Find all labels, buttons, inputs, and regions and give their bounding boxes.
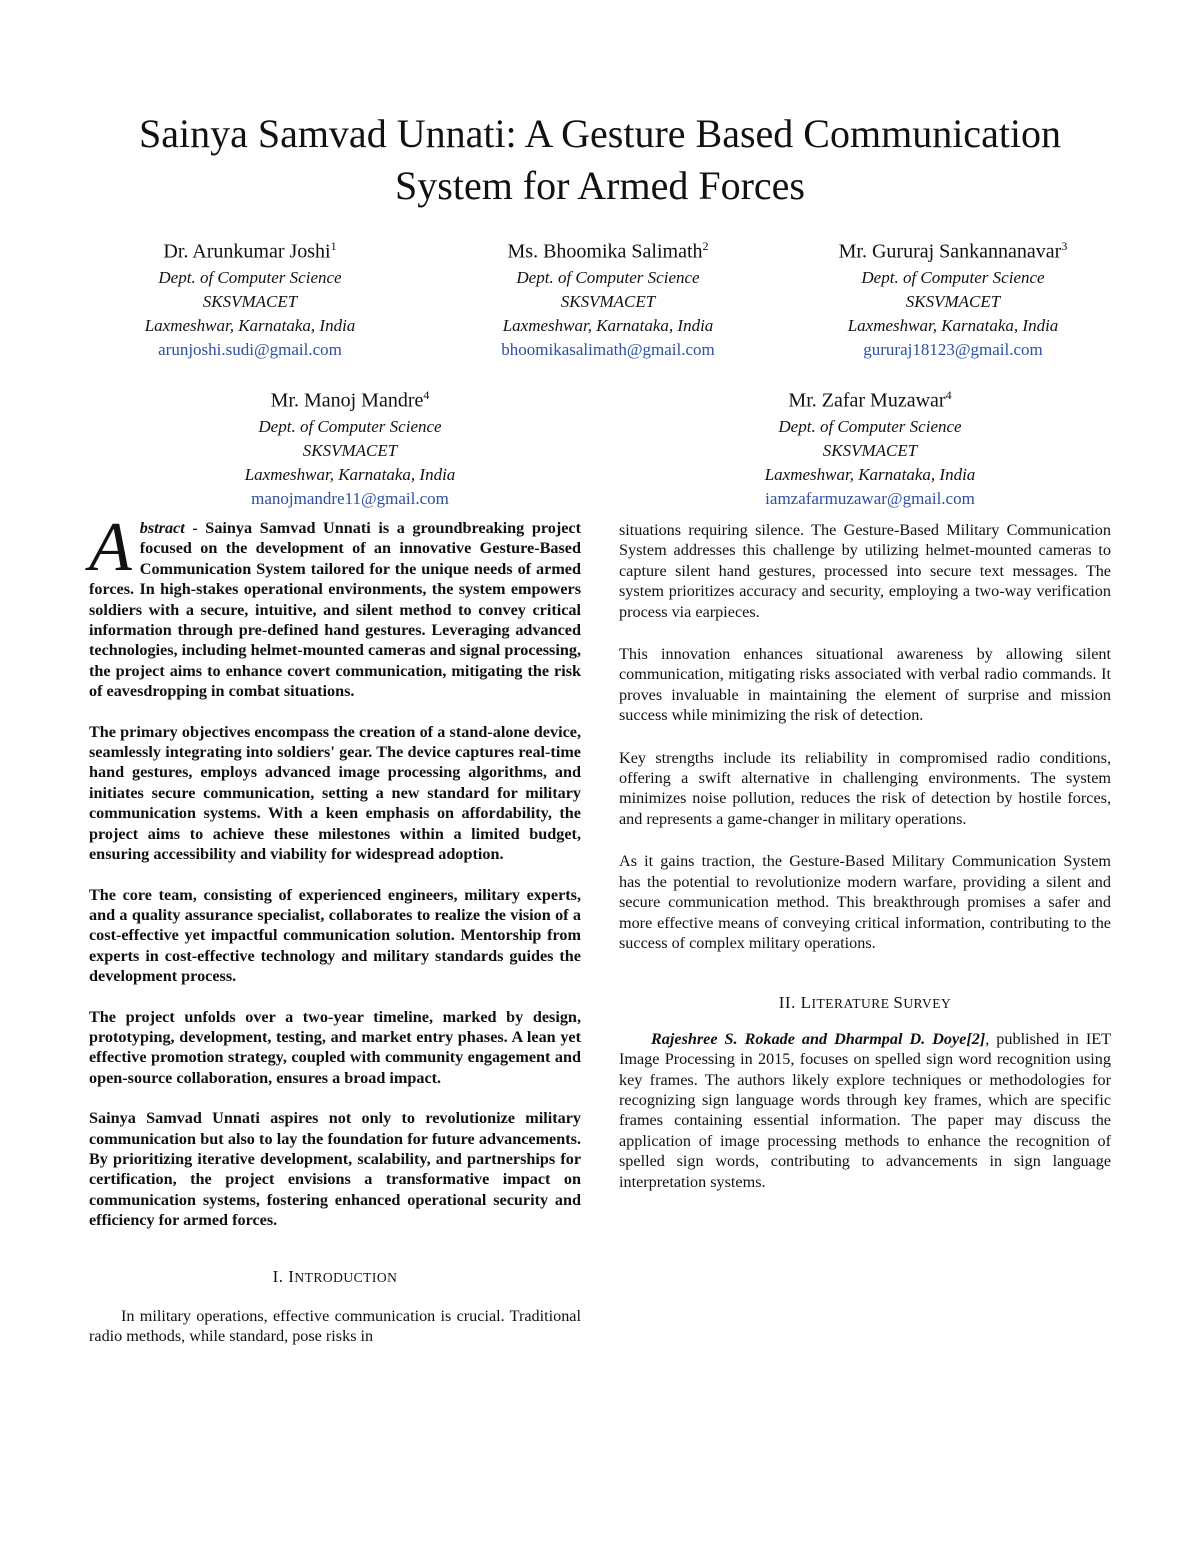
section-heading-literature-survey: II. LITERATURE SURVEY [778, 993, 952, 1013]
intro-paragraph-2: situations requiring silence. The Gesture-Based Military Communication System addresses this challenge by utilizing helmet-mounted cameras to capture silent hand gestures, processed into secure text messages. The system prioritizes accuracy and security, employing a two-way verification process via earpieces. [619, 521, 1111, 621]
author-email[interactable]: bhoomikasalimath@gmail.com [501, 339, 715, 359]
title-line-1: Sainya Samvad Unnati: A Gesture Based Communication [138, 111, 1062, 156]
intro-paragraph-5: As it gains traction, the Gesture-Based Military Communication System has the potential to revolutionize modern warfare, providing a silent and secure communication method. This breakthrough promises a safer and more effective means of conveying critical information, contributing to the success of complex military operations. [619, 852, 1111, 952]
author-dept: Dept. of Computer Science [861, 267, 1045, 287]
paper-title [60, 108, 1140, 212]
abstract-text: - Sainya Samvad Unnati is a groundbreaking project focused on the development of an innovative Gesture-Based Communication System tailored for the unique needs of armed forces. In high-stakes operational environments, the system empowers soldiers with a secure, intuitive, and silent method to convey critical information through pre-defined hand gestures. Leveraging advanced technologies, including helmet-mounted cameras and signal processing, the project aims to enhance covert communication, mitigating the risk of eavesdropping in combat situations. [89, 519, 581, 701]
literature-text: , published in IET Image Processing in 2015, focuses on spelled sign word recognition using key frames. The authors likely explore techniques or methodologies for recognizing sign language words through key frames, which are specific frames containing essential information. The paper may discuss the application of image processing methods to enhance the recognition of spelled sign words, contributing to advancements in sign language interpretation systems. [619, 1029, 1111, 1191]
intro-paragraph-4: Key strengths include its reliability in compromised radio conditions, offering a swift alternative in challenging environments. The system minimizes noise pollution, reduces the risk of detection by hostile forces, and represents a game-changer in military operations. [619, 748, 1111, 828]
author-institution: SKSVMACET [560, 291, 656, 311]
author-name: Mr. Zafar Muzawar [788, 389, 946, 412]
author-dept: Dept. of Computer Science [158, 267, 342, 287]
author-affil-number: 3 [1061, 239, 1068, 253]
author-block-3 [783, 234, 1123, 362]
author-location: Laxmeshwar, Karnataka, India [502, 315, 714, 335]
author-dept: Dept. of Computer Science [258, 416, 442, 436]
author-email[interactable]: arunjoshi.sudi@gmail.com [158, 339, 342, 359]
author-institution: SKSVMACET [202, 291, 298, 311]
abstract-dropcap: A [89, 509, 132, 586]
author-name: Mr. Gururaj Sankannanavar [838, 240, 1062, 263]
author-name: Mr. Manoj Mandre [270, 389, 424, 412]
left-column [89, 509, 581, 1347]
author-email[interactable]: gururaj18123@gmail.com [863, 339, 1043, 359]
abstract-paragraph-1 [89, 509, 581, 702]
intro-paragraph-3: This innovation enhances situational awareness by allowing silent communication, mitigating risks associated with verbal radio commands. It proves invaluable in maintaining the element of surprise and mission success while minimizing the risk of detection. [619, 645, 1111, 725]
author-affil-number: 2 [702, 239, 709, 253]
author-affil-number: 4 [945, 388, 952, 402]
author-name: Ms. Bhoomika Salimath [507, 240, 703, 263]
author-email[interactable]: manojmandre11@gmail.com [251, 488, 449, 508]
author-location: Laxmeshwar, Karnataka, India [764, 464, 976, 484]
title-line-2: System for Armed Forces [395, 163, 805, 208]
author-institution: SKSVMACET [302, 440, 398, 460]
author-name: Dr. Arunkumar Joshi [163, 240, 331, 263]
right-column [619, 520, 1111, 1214]
author-block-5 [700, 383, 1040, 511]
abstract [89, 509, 581, 1231]
author-location: Laxmeshwar, Karnataka, India [244, 464, 456, 484]
section-heading-introduction: I. INTRODUCTION [272, 1266, 398, 1286]
abstract-paragraph-2: The primary objectives encompass the creation of a stand-alone device, seamlessly integrating into soldiers' gear. The device captures real-time hand gestures, employs advanced image processing algorithms, and initiates secure communication, setting a new standard for military communication systems. With a keen emphasis on affordability, the project aims to achieve these milestones within a limited budget, ensuring accessibility and viability for widespread adoption. [89, 722, 581, 864]
literature-paragraph-1 [619, 1029, 1111, 1192]
author-block-2 [438, 234, 778, 362]
author-institution: SKSVMACET [905, 291, 1001, 311]
author-location: Laxmeshwar, Karnataka, India [847, 315, 1059, 335]
author-block-4 [180, 383, 520, 511]
author-affil-number: 1 [330, 239, 337, 253]
author-dept: Dept. of Computer Science [516, 267, 700, 287]
abstract-label: bstract [139, 519, 185, 537]
author-institution: SKSVMACET [822, 440, 918, 460]
author-block-1 [80, 234, 420, 362]
author-dept: Dept. of Computer Science [778, 416, 962, 436]
author-email[interactable]: iamzafarmuzawar@gmail.com [765, 488, 975, 508]
intro-paragraph-1: In military operations, effective communication is crucial. Traditional radio methods, while standard, pose risks in [89, 1307, 581, 1346]
author-location: Laxmeshwar, Karnataka, India [144, 315, 356, 335]
abstract-paragraph-4: The project unfolds over a two-year timeline, marked by design, prototyping, development, testing, and market entry phases. A lean yet effective promotion strategy, coupled with community engagement and open-source collaboration, ensures a broad impact. [89, 1007, 581, 1087]
abstract-paragraph-3: The core team, consisting of experienced engineers, military experts, and a quality assurance specialist, collaborates to realize the vision of a cost-effective yet impactful communication solution. Mentorship from experts in cost-effective technology and military standards guides the development process. [89, 885, 581, 986]
author-affil-number: 4 [423, 388, 430, 402]
abstract-paragraph-5: Sainya Samvad Unnati aspires not only to revolutionize military communication but also to lay the foundation for future advancements. By prioritizing iterative development, scalability, and partnerships for certification, the project envisions a transformative impact on communication systems, fostering enhanced operational security and efficiency for armed forces. [89, 1109, 581, 1230]
literature-citation: Rajeshree S. Rokade and Dharmpal D. Doye[2] [651, 1029, 986, 1048]
